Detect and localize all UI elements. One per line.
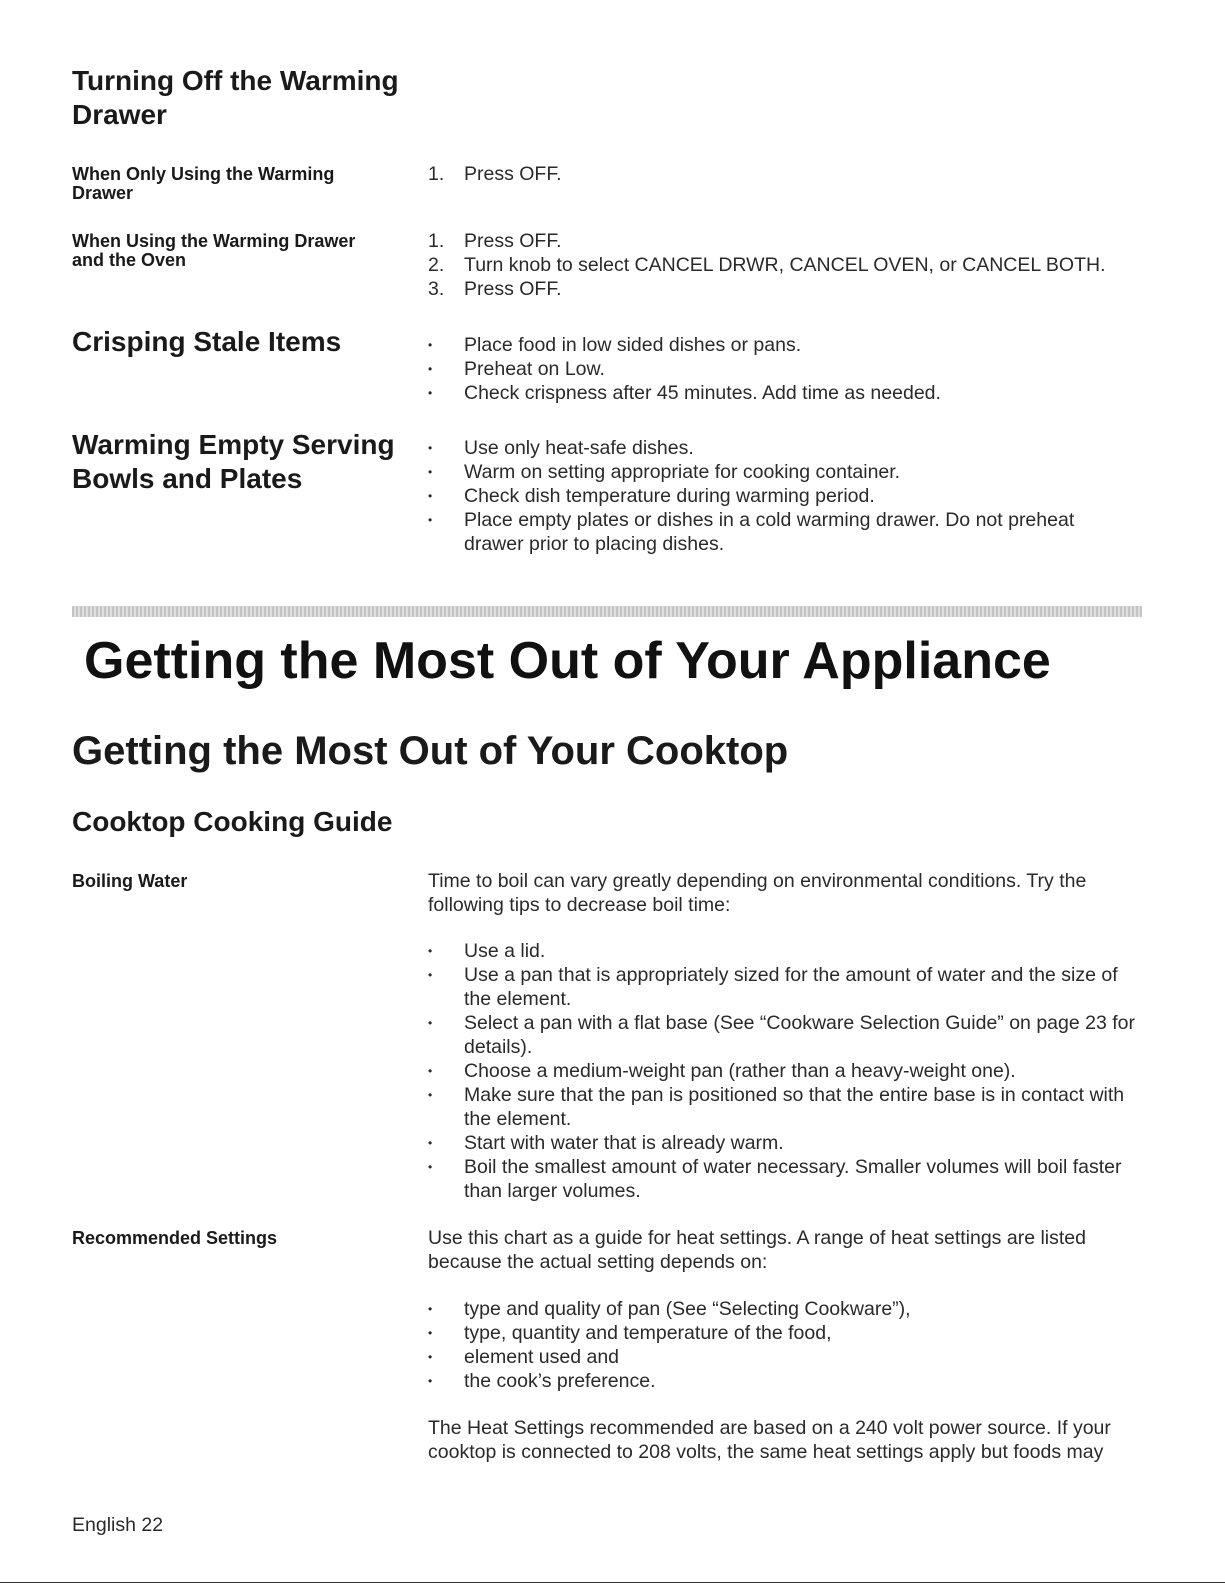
title-line: Drawer: [72, 99, 167, 130]
bullet-icon: •: [428, 441, 433, 455]
bullet-text: Use only heat-safe dishes.: [464, 437, 694, 459]
step-number: 3.: [428, 278, 445, 300]
list-item: [428, 1345, 1143, 1369]
step-number: 1.: [428, 163, 445, 185]
bullet-text: Preheat on Low.: [464, 358, 605, 380]
bullet-icon: •: [428, 1064, 433, 1078]
bullet-text: Select a pan with a flat base (See “Cookware Selection Guide” on page 23 for details).: [464, 1012, 1135, 1058]
bullet-icon: •: [428, 1088, 433, 1102]
bullet-text: type, quantity and temperature of the food,: [464, 1322, 832, 1344]
bullet-icon: •: [428, 1016, 433, 1030]
step-text: Press OFF.: [464, 163, 562, 185]
step-item: [428, 162, 1148, 186]
list-item: [428, 1011, 1143, 1059]
label-boiling-water: Boiling Water: [72, 871, 188, 891]
list-item: [428, 508, 1084, 556]
list-item: [428, 939, 1143, 963]
list-item: [428, 1155, 1143, 1203]
list-item: [428, 357, 1148, 381]
chapter-title: Getting the Most Out of Your Appliance: [84, 632, 1051, 690]
chapter-divider: [72, 606, 1142, 617]
step-text: Turn knob to select CANCEL DRWR, CANCEL OVEN, or CANCEL BOTH.: [464, 254, 1106, 276]
bullet-text: Check dish temperature during warming period.: [464, 485, 875, 507]
bullet-icon: •: [428, 362, 433, 376]
section-title-turning-off: [72, 64, 399, 132]
bullet-text: Make sure that the pan is positioned so that the entire base is in contact with the element.: [464, 1084, 1125, 1130]
bullet-text: the cook’s preference.: [464, 1370, 656, 1392]
step-number: 2.: [428, 254, 445, 276]
list-item: [428, 1059, 1143, 1083]
bullet-text: Place food in low sided dishes or pans.: [464, 334, 802, 356]
label-recommended-settings: Recommended Settings: [72, 1228, 278, 1248]
title-line: Bowls and Plates: [72, 463, 303, 494]
bullet-text: Place empty plates or dishes in a cold warming drawer. Do not preheat drawer prior to placing dishes.: [464, 509, 1075, 555]
list-item: [428, 963, 1143, 1011]
section-title: Getting the Most Out of Your Cooktop: [72, 729, 789, 773]
bullet-icon: •: [428, 386, 433, 400]
crisping-list: [428, 333, 1148, 405]
label-line: and the Oven: [72, 250, 187, 270]
bullet-text: type and quality of pan (See “Selecting Cookware”),: [464, 1298, 911, 1320]
bullet-text: Use a lid.: [464, 940, 546, 962]
step-number: 1.: [428, 230, 445, 252]
title-line: Warming Empty Serving: [72, 429, 395, 460]
bullet-icon: •: [428, 1136, 433, 1150]
label-drawer-and-oven: [72, 232, 402, 270]
step-item: [428, 253, 1148, 277]
bullet-text: Warm on setting appropriate for cooking container.: [464, 461, 901, 483]
label-line: When Using the Warming Drawer: [72, 231, 356, 251]
section-title-warming-bowls: [72, 428, 395, 496]
bullet-icon: •: [428, 338, 433, 352]
label-line: Drawer: [72, 183, 134, 203]
list-item: [428, 1131, 1143, 1155]
bullet-icon: •: [428, 1374, 433, 1388]
step-item: [428, 277, 1148, 301]
bullet-icon: •: [428, 1350, 433, 1364]
step-text: Press OFF.: [464, 230, 562, 252]
list-item: [428, 1083, 1143, 1131]
title-line: Turning Off the Warming: [72, 65, 399, 96]
steps-only-drawer: [428, 162, 1148, 186]
label-line: When Only Using the Warming: [72, 164, 335, 184]
step-item: [428, 229, 1148, 253]
bullet-text: Use a pan that is appropriately sized for the amount of water and the size of the element.: [464, 964, 1118, 1010]
bullet-icon: •: [428, 513, 433, 527]
list-item: [428, 436, 1128, 460]
bullet-icon: •: [428, 944, 433, 958]
bullet-icon: •: [428, 968, 433, 982]
list-item: [428, 333, 1148, 357]
recommended-list: [428, 1297, 1143, 1393]
section-title-crisping: Crisping Stale Items: [72, 326, 342, 357]
boiling-intro: Time to boil can vary greatly depending on environmental conditions. Try the following tips to decrease boil time:: [428, 870, 1087, 916]
page-footer: English 22: [72, 1514, 164, 1536]
bullet-text: Start with water that is already warm.: [464, 1132, 784, 1154]
bullet-text: Choose a medium-weight pan (rather than a heavy-weight one).: [464, 1060, 1016, 1082]
bullet-icon: •: [428, 1302, 433, 1316]
boiling-list: [428, 939, 1143, 1203]
list-item: [428, 1369, 1143, 1393]
steps-drawer-and-oven: [428, 229, 1148, 301]
bullet-icon: •: [428, 1326, 433, 1340]
recommended-closing: The Heat Settings recommended are based on a 240 volt power source. If your cooktop is connected to 208 volts, the same heat settings apply but foods may: [428, 1417, 1111, 1463]
list-item: [428, 484, 1128, 508]
bullet-icon: •: [428, 489, 433, 503]
bullet-icon: •: [428, 465, 433, 479]
bullet-text: element used and: [464, 1346, 620, 1368]
list-item: [428, 1321, 1143, 1345]
step-text: Press OFF.: [464, 278, 562, 300]
list-item: [428, 460, 1128, 484]
bullet-text: Check crispness after 45 minutes. Add time as needed.: [464, 382, 941, 404]
page-bottom-edge: [0, 1582, 1225, 1583]
list-item: [428, 381, 1148, 405]
list-item: [428, 1297, 1143, 1321]
subsection-title: Cooktop Cooking Guide: [72, 806, 393, 837]
label-only-drawer: [72, 165, 402, 203]
bullet-text: Boil the smallest amount of water necessary. Smaller volumes will boil faster than larger volumes.: [464, 1156, 1122, 1202]
bullet-icon: •: [428, 1160, 433, 1174]
recommended-intro: Use this chart as a guide for heat settings. A range of heat settings are listed because the actual setting depends on:: [428, 1227, 1086, 1273]
warming-bowls-list: [428, 436, 1128, 556]
